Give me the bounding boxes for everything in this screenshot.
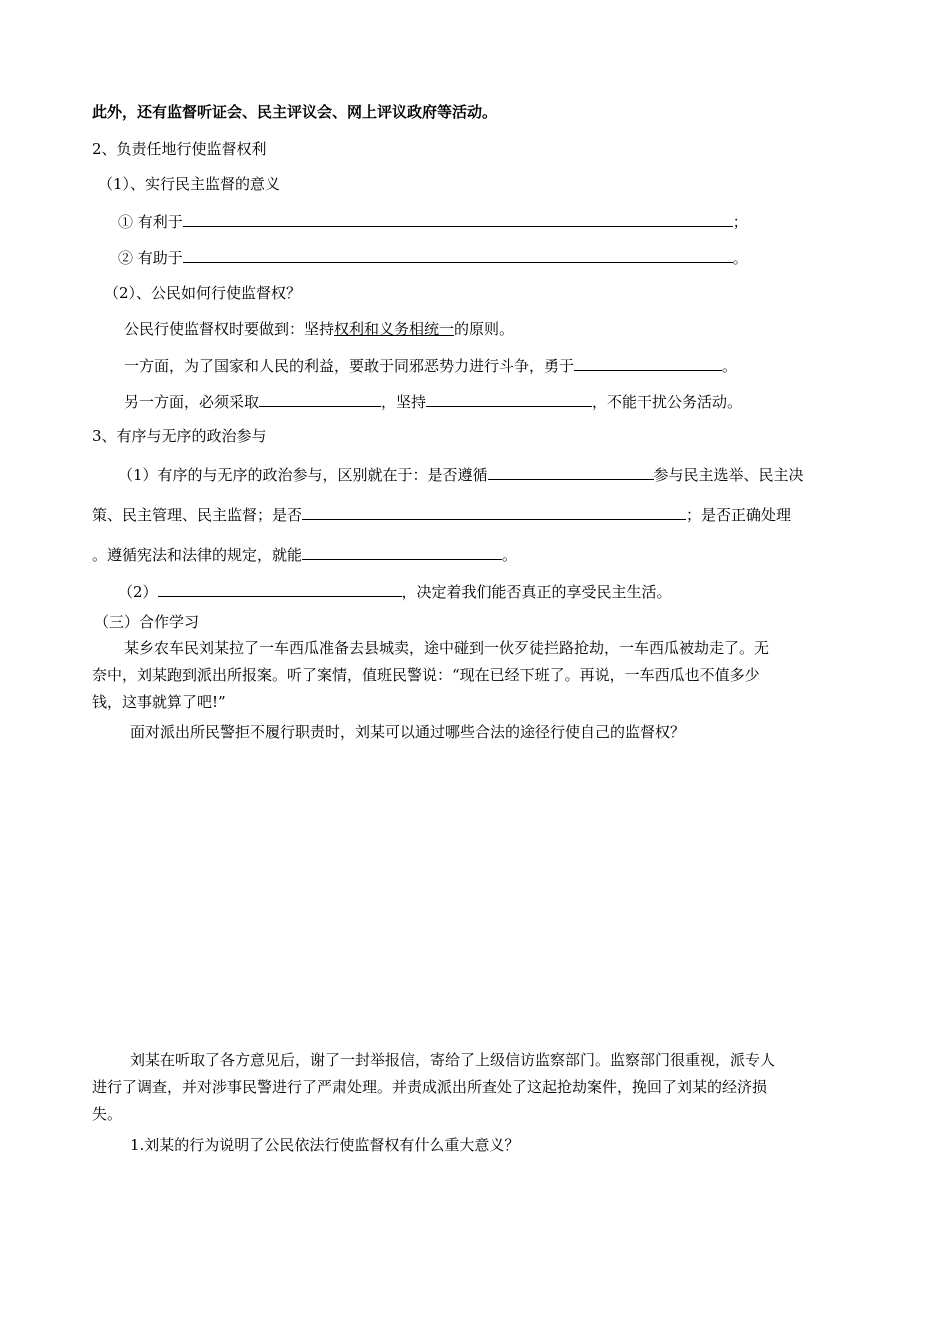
- punctuation: ；: [732, 213, 748, 231]
- one-side-text: 一方面，为了国家和人民的利益，要敢于同邪恶势力进行斗争，勇于: [124, 357, 575, 375]
- order-text-end: 参与民主选举、民主决: [653, 466, 804, 484]
- order-line-2: [92, 503, 791, 525]
- story-line-2: 奈中，刘某跑到派出所报案。听了案情，值班民警说：“现在已经下班了。再说，一车西瓜也不值多少: [92, 666, 760, 684]
- story-line-1: 某乡农车民刘某拉了一车西瓜准备去县城卖，途中碰到一伙歹徒拦路抢劫，一车西瓜被劫走了。无: [124, 639, 770, 657]
- punctuation: 。: [502, 546, 518, 564]
- punctuation: 。: [732, 249, 748, 267]
- fill-line-2: [118, 246, 748, 268]
- answer-blank[interactable]: [302, 503, 686, 520]
- principle-text-end: 的原则。: [454, 320, 515, 338]
- order-text: （1）有序的与无序的政治参与，区别就在于：是否遵循: [118, 466, 488, 484]
- heading-2-2: （2）、公民如何行使监督权？: [104, 284, 302, 302]
- answer-blank[interactable]: [259, 390, 381, 407]
- answer-blank[interactable]: [183, 210, 733, 227]
- order-line-1: [118, 463, 804, 485]
- heading-section-2: 2、负责任地行使监督权利: [92, 140, 267, 158]
- order-text: 。遵循宪法和法律的规定，就能: [92, 546, 303, 564]
- fill-line-2-label: ② 有助于: [118, 249, 183, 267]
- fill-line-1-label: ① 有利于: [118, 213, 183, 231]
- principle-text: 公民行使监督权时要做到：坚持: [124, 320, 335, 338]
- answer-blank[interactable]: [574, 354, 722, 371]
- principle-underlined: 权利和义务相统一: [334, 320, 455, 338]
- question-2: 1.刘某的行为说明了公民依法行使监督权有什么重大意义？: [130, 1136, 520, 1154]
- story-line-3: 钱，这事就算了吧!”: [92, 693, 226, 711]
- other-side-line: [124, 390, 742, 412]
- answer-blank[interactable]: [426, 390, 592, 407]
- principle-line: [124, 319, 514, 339]
- answer-blank[interactable]: [302, 543, 502, 560]
- order-line-4: [118, 580, 672, 602]
- paragraph-supervision-activities: 此外，还有监督听证会、民主评议会、网上评议政府等活动。: [92, 103, 498, 121]
- punctuation: 。: [722, 357, 738, 375]
- followup-line-1: 刘某在听取了各方意见后，谢了一封举报信，寄给了上级信访监察部门。监察部门很重视，派专人: [130, 1051, 776, 1069]
- answer-blank[interactable]: [158, 580, 402, 597]
- followup-line-2: 进行了调查，并对涉事民警进行了严肃处理。并责成派出所查处了这起抢劫案件，挽回了刘某的经济损: [92, 1078, 768, 1096]
- question-1: 面对派出所民警拒不履行职责时，刘某可以通过哪些合法的途径行使自己的监督权？: [130, 723, 686, 741]
- order-text-end: ；是否正确处理: [686, 506, 792, 524]
- order-text: （2）: [118, 583, 158, 601]
- other-side-text: 另一方面，必须采取: [124, 393, 260, 411]
- other-side-text-end: ，不能干扰公务活动。: [592, 393, 743, 411]
- fill-line-1: [118, 210, 748, 232]
- answer-blank[interactable]: [488, 463, 654, 480]
- order-line-3: [92, 543, 517, 565]
- heading-cooperative-learning: （三）合作学习: [94, 613, 200, 631]
- heading-section-3: 3、有序与无序的政治参与: [92, 427, 267, 445]
- followup-line-3: 失。: [92, 1105, 123, 1123]
- other-side-text-mid: ，坚持: [381, 393, 427, 411]
- order-text-end: ，决定着我们能否真正的享受民主生活。: [401, 583, 672, 601]
- one-side-line: [124, 354, 737, 376]
- order-text: 策、民主管理、民主监督；是否: [92, 506, 303, 524]
- answer-blank[interactable]: [183, 246, 733, 263]
- heading-2-1: （1）、实行民主监督的意义: [98, 175, 281, 193]
